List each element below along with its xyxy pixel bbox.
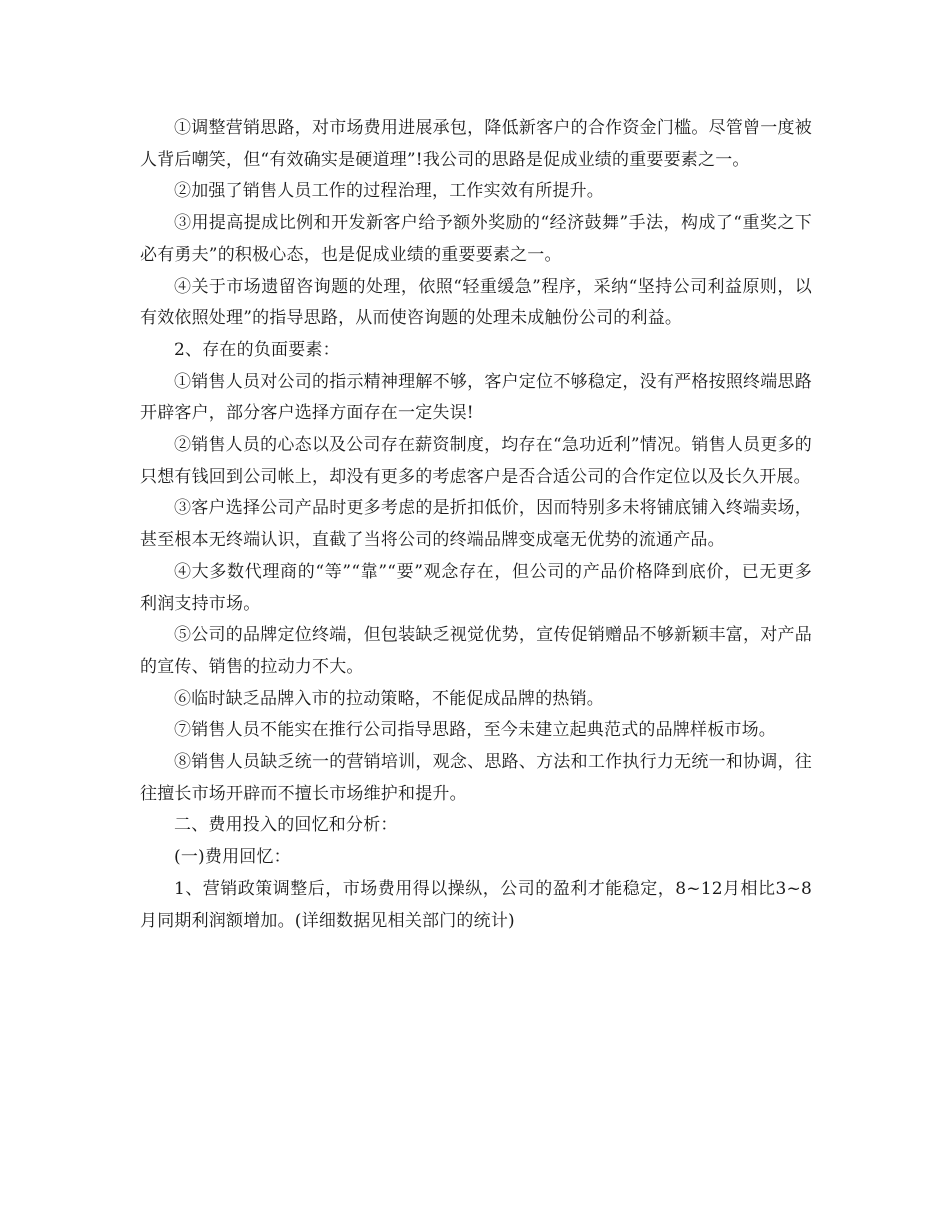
paragraph-1: ①调整营销思路，对市场费用进展承包，降低新客户的合作资金门槛。尽管曾一度被人背后嘲笑，但“有效确实是硬道理”!我公司的思路是促成业绩的重要要素之一。 (140, 118, 812, 170)
paragraph-2: ②加强了销售人员工作的过程治理，工作实效有所提升。 (174, 181, 604, 202)
subsection-heading-cost-recall: (一)费用回忆： (174, 847, 291, 868)
paragraph-4: ④关于市场遗留咨询题的处理，依照“轻重缓急”程序，采纳“坚持公司利益原则，以有效依照处理”的指导思路，从而使咨询题的处理未成触份公司的利益。 (140, 276, 812, 329)
section-heading-negative-factors: 2、存在的负面要素： (174, 339, 340, 360)
section-heading-cost-review: 二、费用投入的回忆和分析： (174, 815, 398, 836)
paragraph-6: ②销售人员的心态以及公司存在薪资制度，均存在“急功近利”情况。销售人员更多的只想有钱回到公司帐上，却没有更多的考虑客户是否合适公司的合作定位以及长久开展。 (140, 435, 812, 487)
paragraph-13: 1、营销政策调整后，市场费用得以操纵，公司的盈利才能稳定，8~12月相比3~8月同期利润额增加。(详细数据见相关部门的统计) (140, 878, 812, 931)
paragraph-11: ⑦销售人员不能实在推行公司指导思路，至今未建立起典范式的品牌样板市场。 (174, 720, 776, 741)
paragraph-7: ③客户选择公司产品时更多考虑的是折扣低价，因而特别多未将铺底铺入终端卖场，甚至根本无终端认识，直截了当将公司的终端品牌变成毫无优势的流通产品。 (140, 498, 812, 551)
paragraph-10: ⑥临时缺乏品牌入市的拉动策略，不能促成品牌的热销。 (174, 688, 604, 709)
paragraph-12: ⑧销售人员缺乏统一的营销培训，观念、思路、方法和工作执行力无统一和协调，往往擅长市场开辟而不擅长市场维护和提升。 (140, 752, 812, 804)
paragraph-3: ③用提高提成比例和开发新客户给予额外奖励的“经济鼓舞”手法，构成了“重奖之下必有勇夫”的积极心态，也是促成业绩的重要要素之一。 (140, 213, 812, 265)
paragraph-5: ①销售人员对公司的指示精神理解不够，客户定位不够稳定，没有严格按照终端思路开辟客户，部分客户选择方面存在一定失误! (140, 371, 812, 424)
paragraph-8: ④大多数代理商的“等”“靠”“要”观念存在，但公司的产品价格降到底价，已无更多利润支持市场。 (140, 561, 812, 614)
paragraph-9: ⑤公司的品牌定位终端，但包装缺乏视觉优势，宣传促销赠品不够新颖丰富，对产品的宣传、销售的拉动力不大。 (140, 625, 812, 677)
document-body (140, 113, 812, 937)
